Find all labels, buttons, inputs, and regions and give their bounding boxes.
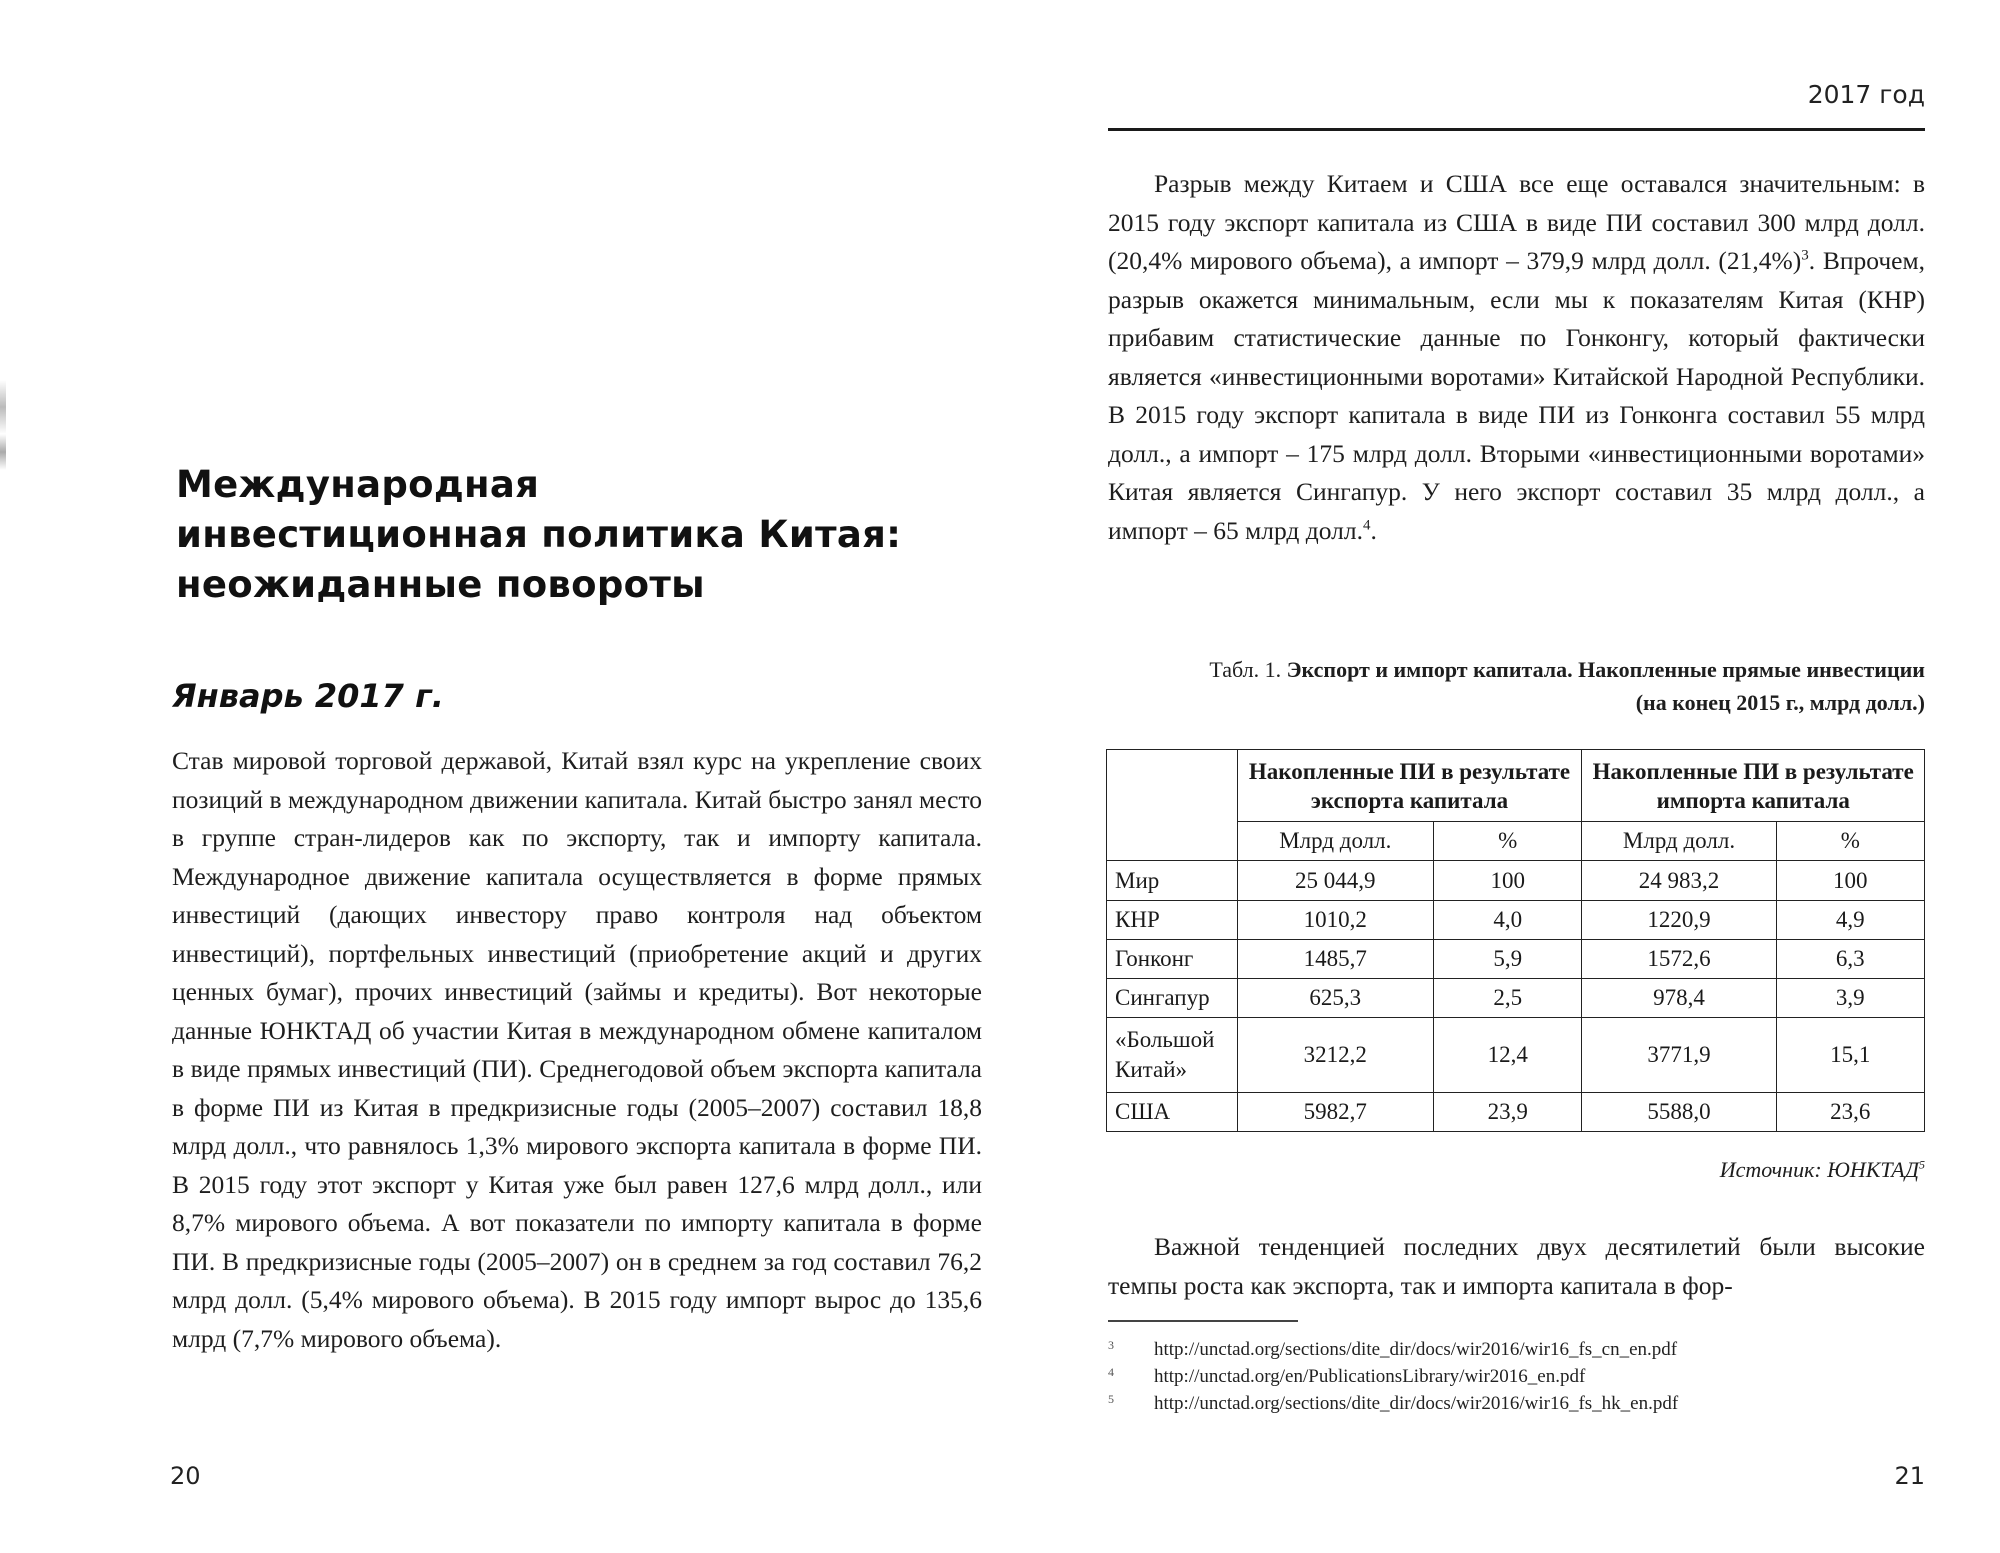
footnote-url: http://unctad.org/sections/dite_dir/docs/wir2016/wir16_fs_hk_en.pdf [1154, 1393, 1679, 1414]
table-cell: 5588,0 [1582, 1092, 1776, 1131]
footnote-rule [1108, 1320, 1298, 1322]
table-subheader: Млрд долл. [1582, 822, 1776, 861]
table-cell-country: США [1107, 1092, 1238, 1131]
left-body-paragraph: Став мировой торговой державой, Китай взял курс на укрепление своих позиций в международном движении капитала. Китай быстро занял место в группе стран-лидеров как по экспорту, так и импорту капитала. Международное движение капитала осуществляется в форме прямых инвестиций (дающих инвестору право контроля над объектом инвестиций), портфельных инвестиций (приобретение акций и других ценных бумаг), прочих инвестиций (займы и кредиты). Вот некоторые данные ЮНКТАД об участии Китая в международном обмене капиталом в виде прямых инвестиций (ПИ). Среднегодовой объем экспорта капитала в форме ПИ из Китая в предкризисные годы (2005–2007) составил 18,8 млрд долл., что равнялось 1,3% мирового экспорта капитала в форме ПИ. В 2015 году этот экспорт у Китая уже был равен 127,6 млрд долл., или 8,7% мирового объема. А вот показатели по импорту капитала в форме ПИ. В предкризисные годы (2005–2007) он в среднем за год составил 76,2 млрд долл. (5,4% мирового объема). В 2015 году импорт вырос до 135,6 млрд (7,7% мирового объема). [172, 746, 982, 1353]
table-cell: 15,1 [1776, 1018, 1924, 1092]
table-cell: 3771,9 [1582, 1018, 1776, 1092]
section-title: Январь 2017 г. [172, 677, 444, 715]
chapter-title [176, 460, 976, 610]
table-cell: 3212,2 [1237, 1018, 1433, 1092]
footnote-ref: 5 [1919, 1157, 1925, 1172]
right-page-number: 21 [1894, 1462, 1925, 1490]
table-header-row [1107, 750, 1925, 822]
table-cell: 5982,7 [1237, 1092, 1433, 1131]
table-cell: 23,6 [1776, 1092, 1924, 1131]
table-cell: 1010,2 [1237, 900, 1433, 939]
table-cell-country: Мир [1107, 861, 1238, 900]
table-cell-country: Сингапур [1107, 979, 1238, 1018]
table-subheader: % [1776, 822, 1924, 861]
table-row [1107, 861, 1925, 900]
footnote-mark: 4 [1108, 1365, 1114, 1379]
table-source [1108, 1157, 1925, 1183]
right-page [1000, 0, 2000, 1553]
table-cell: 23,9 [1434, 1092, 1582, 1131]
table-cell: 100 [1434, 861, 1582, 900]
footnote-url: http://unctad.org/en/PublicationsLibrary/wir2016_en.pdf [1154, 1366, 1586, 1387]
table-cell: 4,9 [1776, 900, 1924, 939]
table-row [1107, 979, 1925, 1018]
right-body-paragraph [1108, 165, 1925, 550]
right-body-paragraph-2: Важной тенденцией последних двух десятилетий были высокие темпы роста как экспорта, так и импорта капитала в фор- [1108, 1232, 1925, 1300]
footnote-ref: 4 [1362, 517, 1371, 533]
table-header-empty [1107, 750, 1238, 861]
paragraph-text: . [1370, 515, 1377, 545]
table-header-import: Накопленные ПИ в результате импорта капитала [1582, 750, 1925, 822]
table-cell: 6,3 [1776, 939, 1924, 978]
table-cell: 24 983,2 [1582, 861, 1776, 900]
table-row [1107, 1018, 1925, 1092]
table-cell: 4,0 [1434, 900, 1582, 939]
footnotes [1108, 1336, 1925, 1417]
table-cell: 25 044,9 [1237, 861, 1433, 900]
table-row [1107, 939, 1925, 978]
footnote-item [1108, 1390, 1925, 1417]
chapter-title-line: неожиданные повороты [176, 563, 705, 606]
footnote-ref: 3 [1801, 247, 1809, 264]
paragraph-text: . Впрочем, разрыв окажется минимальным, если мы к показателям Китая (КНР) прибавим статистические данные по Гонконгу, который фактически является «инвестиционными воротами» Китайской Народной Республики. В 2015 году экспорт капитала в виде ПИ из Гонконга составил 55 млрд долл., а импорт – 175 млрд долл. Вторыми «инвестиционными воротами» Китая является Сингапур. У него экспорт составил 35 млрд долл., а импорт – 65 млрд долл. [1108, 246, 1925, 545]
table-cell: 1485,7 [1237, 939, 1433, 978]
table-caption-subtitle: (на конец 2015 г., млрд долл.) [1635, 690, 1925, 715]
table-cell: 100 [1776, 861, 1924, 900]
table-cell: 625,3 [1237, 979, 1433, 1018]
investment-table [1106, 749, 1925, 1132]
table-cell: 12,4 [1434, 1018, 1582, 1092]
table-header-export: Накопленные ПИ в результате экспорта капитала [1237, 750, 1582, 822]
table-row [1107, 1092, 1925, 1131]
footnote-url: http://unctad.org/sections/dite_dir/docs/wir2016/wir16_fs_cn_en.pdf [1154, 1339, 1678, 1360]
table-cell-country: КНР [1107, 900, 1238, 939]
header-rule [1108, 128, 1925, 131]
table-subheader: Млрд долл. [1237, 822, 1433, 861]
table-cell: 5,9 [1434, 939, 1582, 978]
paragraph-text: Разрыв между Китаем и США все еще оставался значительным: в 2015 году экспорт капитала из США в виде ПИ составил 300 млрд долл. (20,4% мирового объема), а импорт – 379,9 млрд долл. (21,4%) [1108, 169, 1925, 275]
table-cell: 2,5 [1434, 979, 1582, 1018]
footnote-item [1108, 1336, 1925, 1363]
chapter-title-line: инвестиционная политика Китая: [176, 513, 902, 556]
table-caption-label: Табл. 1. [1209, 657, 1282, 682]
table-cell: 978,4 [1582, 979, 1776, 1018]
table-caption [1108, 653, 1925, 719]
running-head: 2017 год [1807, 80, 1925, 109]
table-cell: 1572,6 [1582, 939, 1776, 978]
table-row [1107, 900, 1925, 939]
source-label: Источник: ЮНКТАД [1719, 1157, 1919, 1182]
footnote-item [1108, 1363, 1925, 1390]
table-subheader: % [1434, 822, 1582, 861]
table-caption-title: Экспорт и импорт капитала. Накопленные прямые инвестиции [1286, 657, 1925, 682]
left-page-number: 20 [170, 1462, 201, 1490]
table-cell-country: «Большой Китай» [1107, 1018, 1238, 1092]
chapter-title-line: Международная [176, 463, 540, 506]
table-cell: 3,9 [1776, 979, 1924, 1018]
footnote-mark: 5 [1108, 1392, 1114, 1406]
table-cell: 1220,9 [1582, 900, 1776, 939]
table-cell-country: Гонконг [1107, 939, 1238, 978]
footnote-mark: 3 [1108, 1338, 1114, 1352]
